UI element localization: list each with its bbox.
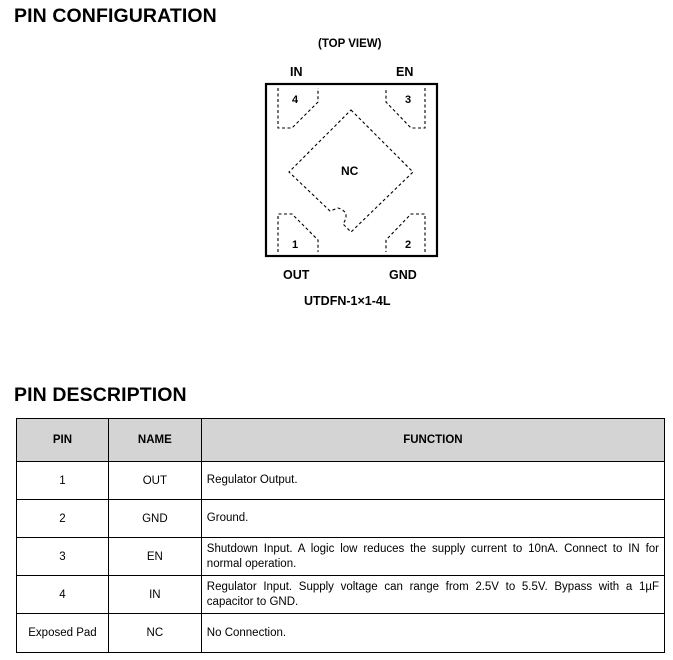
view-label: (TOP VIEW): [318, 38, 382, 50]
header-name: NAME: [108, 419, 201, 462]
pin-cell: 4: [17, 576, 109, 614]
pin-number-3: 3: [405, 94, 412, 106]
pin-cell: 1: [17, 462, 109, 500]
pin-name-gnd: GND: [389, 268, 417, 282]
pin-number-2: 2: [405, 239, 412, 251]
pin-cell: 3: [17, 538, 109, 576]
center-pad-label: NC: [341, 164, 359, 178]
function-cell: No Connection.: [201, 614, 664, 653]
name-cell: NC: [108, 614, 201, 653]
function-cell: Shutdown Input. A logic low reduces the supply current to 10nA. Connect to IN for normal operation.: [201, 538, 664, 576]
function-cell: Ground.: [201, 500, 664, 538]
pin-name-in: IN: [290, 65, 303, 79]
pin-cell: 2: [17, 500, 109, 538]
pin-name-en: EN: [396, 65, 414, 79]
table-row: [17, 462, 665, 500]
table-row: [17, 576, 665, 614]
table-row: [17, 538, 665, 576]
name-cell: OUT: [108, 462, 201, 500]
pin-cell: Exposed Pad: [17, 614, 109, 653]
function-cell: Regulator Input. Supply voltage can range from 2.5V to 5.5V. Bypass with a 1µF capacitor to GND.: [201, 576, 664, 614]
name-cell: EN: [108, 538, 201, 576]
table-header-row: [17, 419, 665, 462]
header-function: FUNCTION: [201, 419, 664, 462]
table-row: [17, 500, 665, 538]
pin-description-title: PIN DESCRIPTION: [14, 384, 187, 406]
pin-number-4: 4: [292, 94, 299, 106]
name-cell: IN: [108, 576, 201, 614]
package-name: UTDFN-1×1-4L: [304, 294, 391, 308]
pin-configuration-title: PIN CONFIGURATION: [14, 5, 217, 27]
name-cell: GND: [108, 500, 201, 538]
pin-description-table: [16, 418, 665, 653]
table-row: [17, 614, 665, 653]
pin-number-1: 1: [292, 239, 299, 251]
function-cell: Regulator Output.: [201, 462, 664, 500]
header-pin: PIN: [17, 419, 109, 462]
pin-name-out: OUT: [283, 268, 310, 282]
